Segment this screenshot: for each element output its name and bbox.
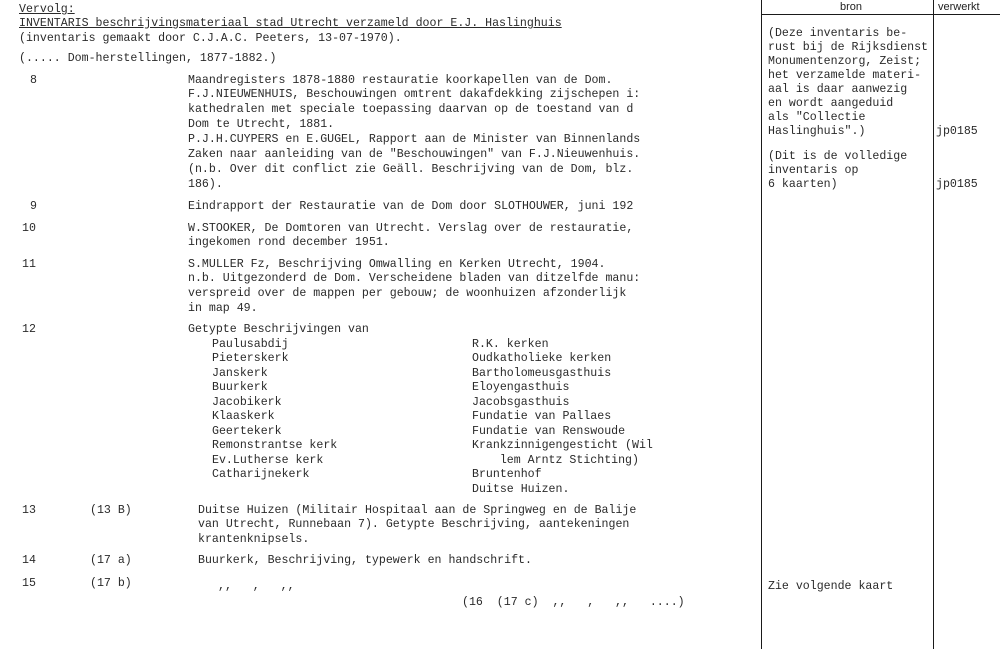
list-item: Bartholomeusgasthuis [472, 367, 612, 380]
entry-line: 186). [188, 178, 223, 191]
list-item: lem Arntz Stichting) [472, 454, 639, 467]
entry-line: krantenknipsels. [198, 533, 310, 546]
entry-line: F.J.NIEUWENHUIS, Beschouwingen omtrent dakafdekking zijschepen i: [188, 88, 641, 101]
list-item: Klaaskerk [212, 410, 275, 423]
bron-note-line: aal is daar aanwezig [768, 83, 908, 96]
list-item: Jacobsgasthuis [472, 396, 570, 409]
list-item: Ev.Lutherse kerk [212, 454, 324, 467]
entry-number: 14 [22, 554, 36, 567]
list-item: Geertekerk [212, 425, 282, 438]
entry-subnumber: (13 B) [90, 504, 132, 517]
entry-line: kathedralen met speciale toepassing daarvan op de toestand van d [188, 103, 634, 116]
entry-line: n.b. Uitgezonderd de Dom. Verscheidene bladen van ditzelfde manu: [188, 272, 641, 285]
column-header-rule [761, 14, 1000, 15]
entry-line: P.J.H.CUYPERS en E.GUGEL, Rapport aan de Minister van Binnenlands [188, 133, 641, 146]
continuation-line: (16 (17 c) ,, , ,, ....) [462, 596, 685, 609]
entry-line: Eindrapport der Restauratie van de Dom door SLOTHOUWER, juni 192 [188, 200, 634, 213]
entry-subnumber: (17 b) [90, 577, 132, 590]
entry-number: 12 [22, 323, 36, 336]
entry-line: van Utrecht, Runnebaan 7). Getypte Beschrijving, aantekeningen [198, 518, 630, 531]
list-item: Remonstrantse kerk [212, 439, 338, 452]
vervolg-label: Vervolg: [19, 3, 75, 16]
entry-line: Buurkerk, Beschrijving, typewerk en handschrift. [198, 554, 532, 567]
entry-intro: Getypte Beschrijvingen van [188, 323, 369, 336]
bron-note-line: als "Collectie [768, 111, 866, 124]
entry-number: 8 [30, 74, 37, 87]
list-item: Fundatie van Pallaes [472, 410, 612, 423]
entry-number: 10 [22, 222, 36, 235]
bron-note-line: rust bij de Rijksdienst [768, 41, 929, 54]
list-item: Eloyengasthuis [472, 381, 570, 394]
entry-subnumber: (17 a) [90, 554, 132, 567]
verwerkt-column-header: verwerkt [938, 1, 980, 13]
verwerkt-code: jp0185 [936, 178, 978, 191]
entry-number: 9 [30, 200, 37, 213]
bron-note-line: Monumentenzorg, Zeist; [768, 55, 922, 68]
bron-column-border [761, 0, 762, 649]
entry-line: Dom te Utrecht, 1881. [188, 118, 335, 131]
bron-note-line: en wordt aangeduid [768, 97, 894, 110]
verwerkt-column-border [933, 0, 934, 649]
list-item: Catharijnekerk [212, 468, 310, 481]
ditto-marks: ,, , ,, [218, 580, 295, 593]
entry-line: (n.b. Over dit conflict zie Geäll. Beschrijving van de Dom, blz. [188, 163, 634, 176]
bron-note-line: Haslinghuis".) [768, 125, 866, 138]
entry-line: verspreid over de mappen per gebouw; de woonhuizen afzonderlijk [188, 287, 627, 300]
list-item: Bruntenhof [472, 468, 542, 481]
section-heading: (..... Dom-herstellingen, 1877-1882.) [19, 52, 277, 65]
document-title: INVENTARIS beschrijvingsmateriaal stad Utrecht verzameld door E.J. Haslinghuis [19, 17, 562, 30]
entry-line: in map 49. [188, 302, 258, 315]
entry-line: ingekomen rond december 1951. [188, 236, 390, 249]
list-item: Buurkerk [212, 381, 268, 394]
bron-note-line: het verzamelde materi- [768, 69, 922, 82]
list-item: Fundatie van Renswoude [472, 425, 626, 438]
bron-note-line: 6 kaarten) [768, 178, 838, 191]
verwerkt-code: jp0185 [936, 125, 978, 138]
bron-column-header: bron [840, 1, 863, 13]
entry-number: 11 [22, 258, 36, 271]
list-item: Oudkatholieke kerken [472, 352, 612, 365]
entry-line: Duitse Huizen (Militair Hospitaal aan de Springweg en de Balije [198, 504, 637, 517]
list-item: R.K. kerken [472, 338, 549, 351]
entry-line: Maandregisters 1878-1880 restauratie koorkapellen van de Dom. [188, 74, 613, 87]
bron-next-card-note: Zie volgende kaart [768, 580, 894, 593]
list-item: Pieterskerk [212, 352, 289, 365]
entry-number: 15 [22, 577, 36, 590]
bron-note-line: inventaris op [768, 164, 859, 177]
list-item: Janskerk [212, 367, 268, 380]
list-item: Jacobikerk [212, 396, 282, 409]
list-item: Krankzinnigengesticht (Wil [472, 439, 653, 452]
bron-note-line: (Deze inventaris be- [768, 27, 908, 40]
entry-line: W.STOOKER, De Domtoren van Utrecht. Verslag over de restauratie, [188, 222, 634, 235]
document-subtitle: (inventaris gemaakt door C.J.A.C. Peeters, 13-07-1970). [19, 32, 402, 45]
entry-number: 13 [22, 504, 36, 517]
bron-note-line: (Dit is de volledige [768, 150, 908, 163]
entry-line: Zaken naar aanleiding van de "Beschouwingen" van F.J.Nieuwenhuis. [188, 148, 641, 161]
entry-line: S.MULLER Fz, Beschrijving Omwalling en Kerken Utrecht, 1904. [188, 258, 606, 271]
list-item: Duitse Huizen. [472, 483, 570, 496]
list-item: Paulusabdij [212, 338, 289, 351]
